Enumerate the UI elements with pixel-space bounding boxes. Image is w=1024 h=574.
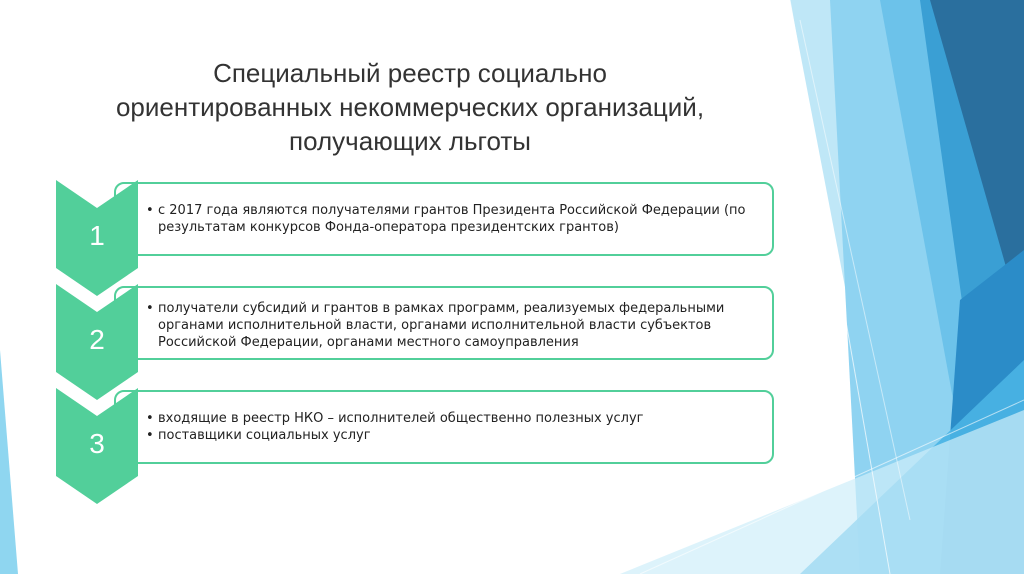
step-1-list xyxy=(146,202,770,236)
step-2 xyxy=(56,284,780,400)
step-2-box xyxy=(114,286,774,360)
slide-title xyxy=(60,56,760,158)
step-2-list xyxy=(146,300,770,351)
step-2-number: 2 xyxy=(89,324,105,355)
step-2-item-1: • получатели субсидий и грантов в рамках программ, реализуемых федеральными органами исполнительной власти, органами исполнительной власти субъектов Российской Федерации, органами местного самоуправления xyxy=(146,300,770,351)
step-3-item-2: • поставщики социальных услуг xyxy=(146,427,770,444)
step-1 xyxy=(56,180,780,296)
title-line-3: получающих льготы xyxy=(289,126,531,156)
step-3-box xyxy=(114,390,774,464)
step-3 xyxy=(56,388,780,504)
title-line-1: Специальный реестр социально xyxy=(213,58,607,88)
step-1-number: 1 xyxy=(89,220,105,251)
step-3-item-1: • входящие в реестр НКО – исполнителей общественно полезных услуг xyxy=(146,410,770,427)
title-line-2: ориентированных некоммерческих организаций, xyxy=(115,92,705,122)
step-3-list xyxy=(146,410,770,444)
step-3-number: 3 xyxy=(89,428,105,459)
step-1-box xyxy=(114,182,774,256)
step-1-item-1: • с 2017 года являются получателями грантов Президента Российской Федерации (по результатам конкурсов Фонда-оператора президентских грантов) xyxy=(146,202,770,236)
